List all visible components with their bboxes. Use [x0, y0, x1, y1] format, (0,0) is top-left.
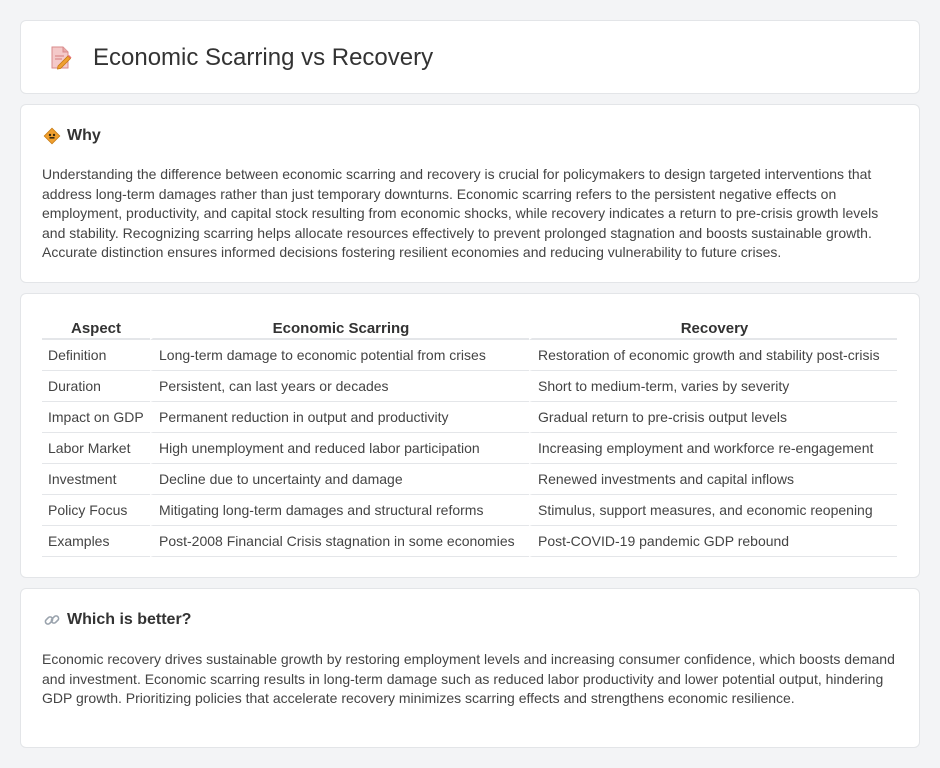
diamond-sign-icon — [43, 127, 61, 145]
cell-aspect: Impact on GDP — [42, 402, 150, 433]
table-row — [42, 495, 897, 526]
page-title: Economic Scarring vs Recovery — [93, 44, 434, 71]
why-heading: Why — [67, 127, 101, 144]
cell-scarring: Mitigating long-term damages and structural reforms — [150, 495, 529, 526]
cell-recovery: Short to medium-term, varies by severity — [529, 371, 897, 402]
cell-scarring: Long-term damage to economic potential from crises — [150, 340, 529, 371]
cell-recovery: Stimulus, support measures, and economic reopening — [529, 495, 897, 526]
table-row — [42, 402, 897, 433]
which-is-better-text: Economic recovery drives sustainable growth by restoring employment levels and increasing consumer confidence, which boosts demand and investment. Economic scarring results in long-term damage such as reduced labor productivity and lower potential output, hindering GDP growth. Prioritizing policies that accelerate recovery minimizes scarring effects and strengthens economic resilience. — [42, 651, 895, 706]
cell-aspect: Labor Market — [42, 433, 150, 464]
cell-scarring: Post-2008 Financial Crisis stagnation in some economies — [150, 526, 529, 557]
cell-scarring: Permanent reduction in output and productivity — [150, 402, 529, 433]
why-text: Understanding the difference between economic scarring and recovery is crucial for policymakers to design targeted interventions that address long-term damages rather than just temporary downturns. Economic scarring refers to the persistent negative effects on employment, productivity, and capital stock resulting from economic shocks, while recovery indicates a return to pre-crisis growth levels and stability. Recognizing scarring helps allocate resources effectively to prevent prolonged stagnation and boosts sustainable growth. Accurate distinction ensures informed decisions fostering resilient economies and reducing vulnerability to future crises. — [42, 166, 879, 260]
cell-aspect: Duration — [42, 371, 150, 402]
table-header-row — [42, 317, 897, 340]
table-row — [42, 371, 897, 402]
comparison-table — [42, 317, 897, 557]
header-recovery: Recovery — [529, 317, 897, 340]
which-is-better-section — [20, 588, 920, 748]
table-row — [42, 526, 897, 557]
why-section — [20, 104, 920, 283]
header-card — [20, 20, 920, 94]
cell-recovery: Increasing employment and workforce re-engagement — [529, 433, 897, 464]
cell-recovery: Renewed investments and capital inflows — [529, 464, 897, 495]
table-row — [42, 464, 897, 495]
cell-aspect: Examples — [42, 526, 150, 557]
cell-aspect: Definition — [42, 340, 150, 371]
cell-scarring: Decline due to uncertainty and damage — [150, 464, 529, 495]
link-icon — [43, 611, 61, 629]
cell-aspect: Investment — [42, 464, 150, 495]
cell-scarring: Persistent, can last years or decades — [150, 371, 529, 402]
which-is-better-heading: Which is better? — [67, 611, 192, 628]
table-row — [42, 340, 897, 371]
cell-recovery: Gradual return to pre-crisis output levels — [529, 402, 897, 433]
header-aspect: Aspect — [42, 317, 150, 340]
cell-recovery: Restoration of economic growth and stability post-crisis — [529, 340, 897, 371]
cell-recovery: Post-COVID-19 pandemic GDP rebound — [529, 526, 897, 557]
cell-scarring: High unemployment and reduced labor participation — [150, 433, 529, 464]
table-row — [42, 433, 897, 464]
edit-document-icon — [47, 45, 73, 71]
cell-aspect: Policy Focus — [42, 495, 150, 526]
header-economic-scarring: Economic Scarring — [150, 317, 529, 340]
comparison-section — [20, 293, 920, 578]
